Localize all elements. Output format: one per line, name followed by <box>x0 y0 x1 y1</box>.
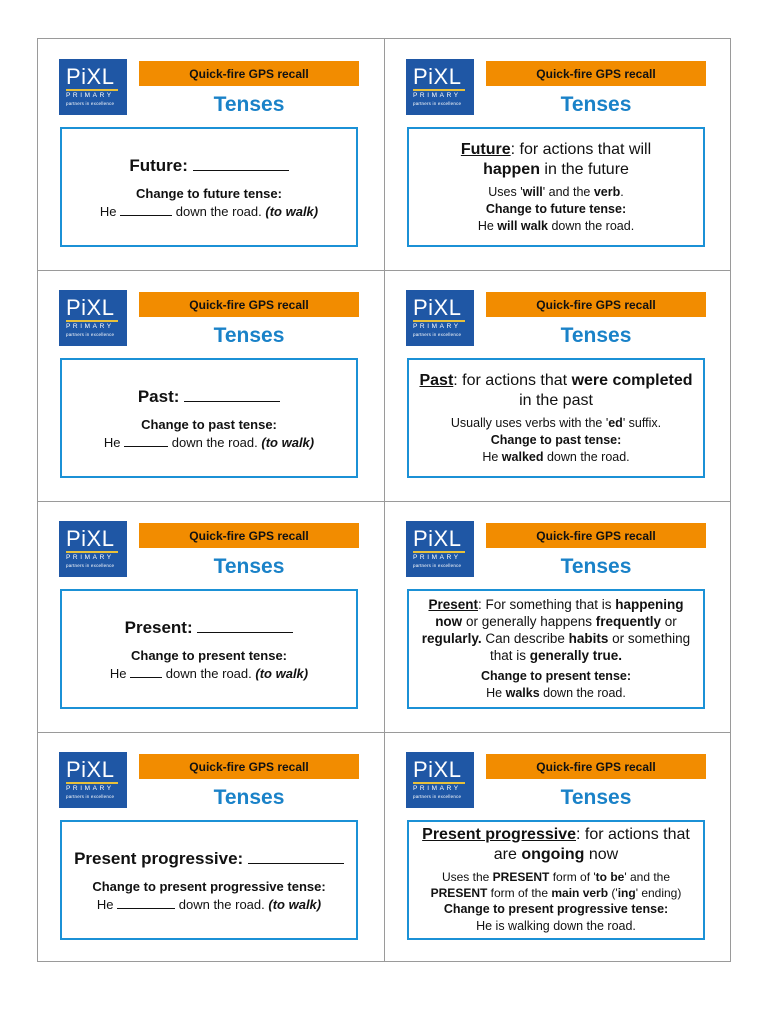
answer-instruction: Change to future tense: <box>485 201 627 216</box>
quick-fire-banner: Quick-fire GPS recall <box>139 523 359 548</box>
answer-instruction: Change to present tense: <box>480 669 632 683</box>
card-heading: Tenses <box>213 555 285 578</box>
question-card-future <box>38 39 384 270</box>
quick-fire-banner: Quick-fire GPS recall <box>486 754 706 779</box>
answer-box <box>407 589 705 709</box>
question-label: Past: <box>138 387 280 407</box>
question-sentence: He down the road. (to walk) <box>96 896 322 912</box>
answer-sentence: He will walk down the road. <box>477 218 635 233</box>
answer-definition: Present: For something that is happening now or generally happens frequently or regularly. Can describe habits or something that is generally true. <box>421 597 691 663</box>
question-label: Future: <box>129 156 288 176</box>
answer-sentence: He is walking down the road. <box>476 919 636 933</box>
quick-fire-banner: Quick-fire GPS recall <box>486 61 706 86</box>
question-sentence: He down the road. (to walk) <box>99 203 319 219</box>
answer-sentence: He walks down the road. <box>486 686 626 700</box>
question-box <box>60 820 358 940</box>
question-label: Present: <box>125 618 294 638</box>
card-heading: Tenses <box>213 324 285 347</box>
answer-instruction: Change to present progressive tense: <box>443 902 669 916</box>
answer-box <box>407 820 705 940</box>
question-instruction: Change to future tense: <box>136 185 282 201</box>
card-heading: Tenses <box>560 324 632 347</box>
card-heading: Tenses <box>560 555 632 578</box>
answer-card-present <box>385 501 731 732</box>
answer-box <box>407 358 705 478</box>
question-box <box>60 589 358 709</box>
question-card-past <box>38 270 384 501</box>
answer-definition: Future: for actions that will happen in the future <box>460 140 652 178</box>
pixl-logo: PiXL PRIMARY partners in excellence <box>406 290 474 346</box>
pixl-logo: PiXL PRIMARY partners in excellence <box>406 752 474 808</box>
question-instruction: Change to past tense: <box>141 416 277 432</box>
answer-card-future <box>385 39 731 270</box>
answer-definition: Present progressive: for actions that are ongoing now <box>422 826 690 863</box>
pixl-logo: PiXL PRIMARY partners in excellence <box>406 59 474 115</box>
quick-fire-banner: Quick-fire GPS recall <box>486 292 706 317</box>
question-instruction: Change to present tense: <box>130 647 288 663</box>
pixl-logo: PiXL PRIMARY partners in excellence <box>59 752 127 808</box>
card-heading: Tenses <box>213 786 285 809</box>
answer-definition: Past: for actions that were completed in the past <box>419 371 693 409</box>
answer-note: Usually uses verbs with the 'ed' suffix. <box>450 415 662 430</box>
question-card-present-progressive <box>38 732 384 963</box>
answer-card-past <box>385 270 731 501</box>
quick-fire-banner: Quick-fire GPS recall <box>139 61 359 86</box>
card-sheet <box>37 38 731 962</box>
answer-sentence: He walked down the road. <box>482 449 630 464</box>
answer-note: Uses 'will' and the verb. <box>488 184 624 199</box>
answer-box <box>407 127 705 247</box>
answer-card-present-progressive <box>385 732 731 963</box>
question-sentence: He down the road. (to walk) <box>103 434 315 450</box>
question-instruction: Change to present progressive tense: <box>92 878 326 894</box>
pixl-logo: PiXL PRIMARY partners in excellence <box>59 521 127 577</box>
card-heading: Tenses <box>560 786 632 809</box>
quick-fire-banner: Quick-fire GPS recall <box>486 523 706 548</box>
question-label: Present progressive: <box>74 849 344 869</box>
quick-fire-banner: Quick-fire GPS recall <box>139 292 359 317</box>
answer-note: Uses the PRESENT form of 'to be' and the PRESENT form of the main verb ('ing' ending) <box>430 870 682 900</box>
quick-fire-banner: Quick-fire GPS recall <box>139 754 359 779</box>
pixl-logo: PiXL PRIMARY partners in excellence <box>59 290 127 346</box>
card-heading: Tenses <box>213 93 285 116</box>
pixl-logo: PiXL PRIMARY partners in excellence <box>406 521 474 577</box>
pixl-logo: PiXL PRIMARY partners in excellence <box>59 59 127 115</box>
card-heading: Tenses <box>560 93 632 116</box>
question-card-present <box>38 501 384 732</box>
question-box <box>60 127 358 247</box>
answer-instruction: Change to past tense: <box>490 432 622 447</box>
question-sentence: He down the road. (to walk) <box>109 665 309 681</box>
question-box <box>60 358 358 478</box>
